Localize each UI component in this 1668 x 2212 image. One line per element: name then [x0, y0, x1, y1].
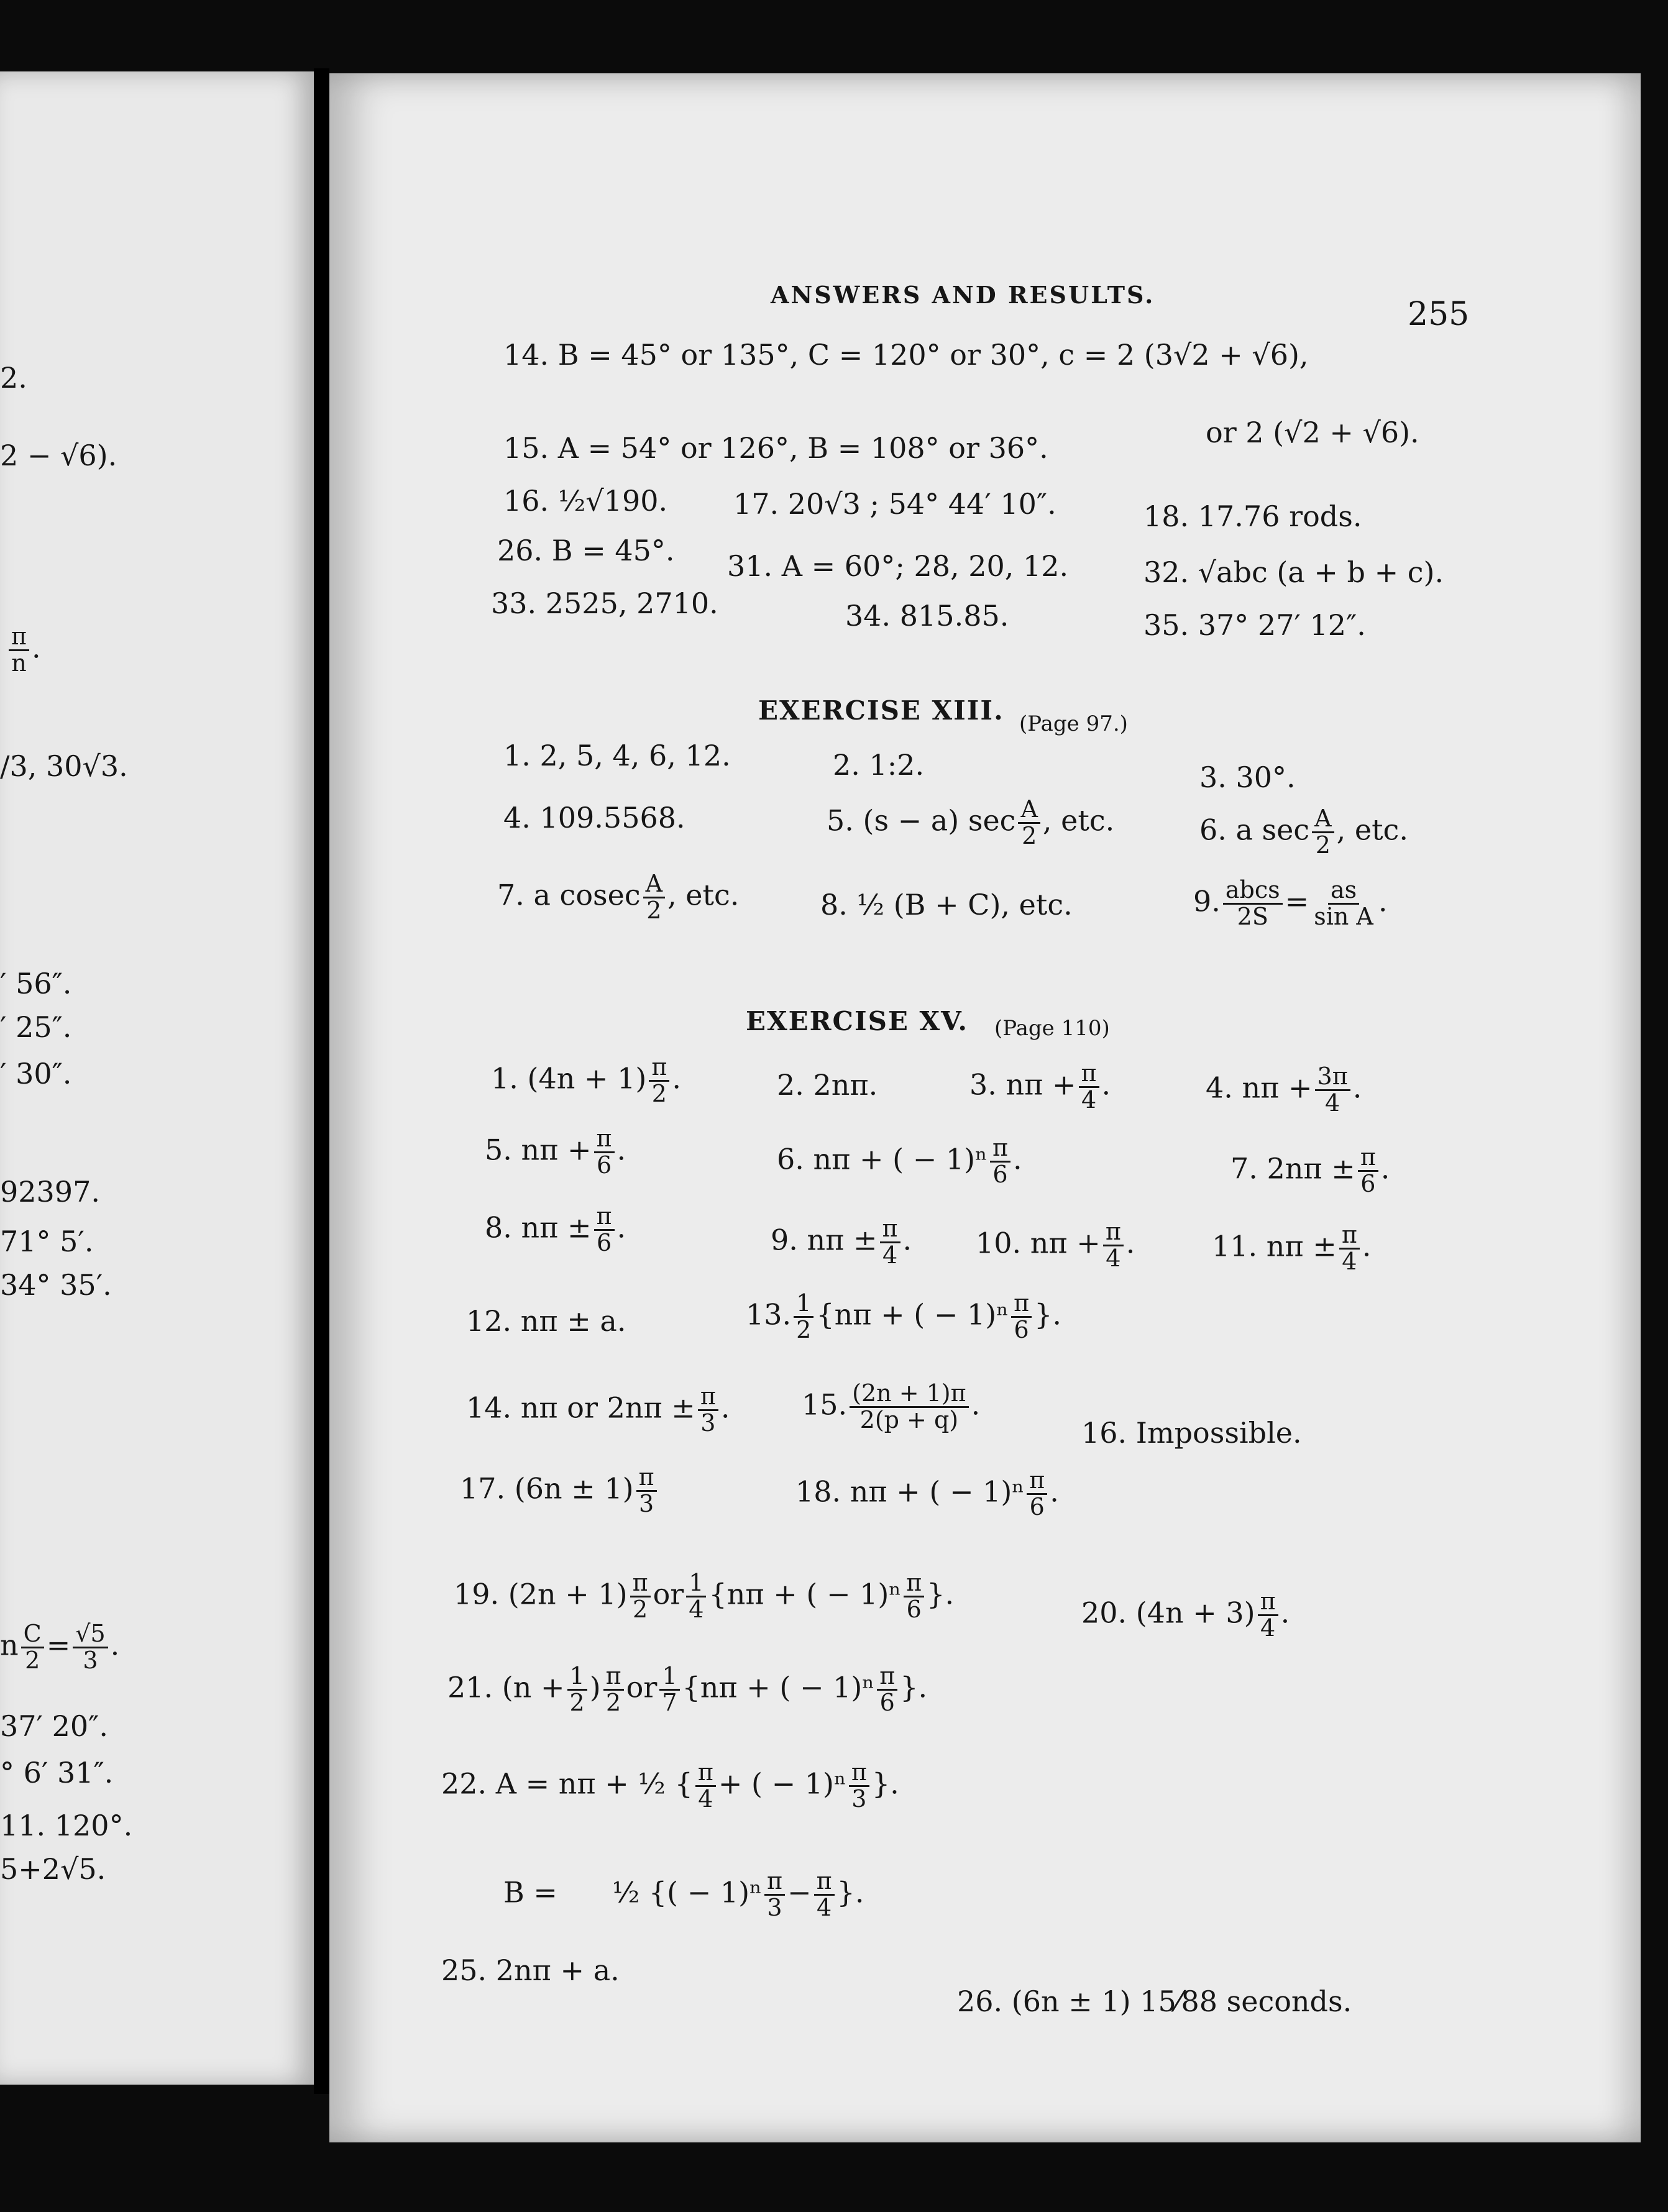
exercise-13-title: EXERCISE XIII. — [758, 695, 1004, 726]
exercise-15-title: EXERCISE XV. — [746, 1006, 969, 1036]
ex15-answer-20: 20. (4n + 3) $\frac{\pi}{4}$ . — [1081, 1588, 1290, 1642]
left-line: 11. 120°. — [0, 1809, 133, 1842]
left-line: ′ 30″. — [0, 1057, 72, 1090]
ex15-answer-1: 1. (4n + 1) $\frac{\pi}{2}$ . — [491, 1053, 681, 1107]
ex13-answer-5: 5. (s − a) sec $\frac{A}{2}$ , etc. — [827, 795, 1115, 849]
ex13-answer-4: 4. 109.5568. — [503, 801, 685, 834]
answer-26: 26. B = 45°. — [497, 534, 675, 567]
left-page — [0, 71, 314, 2085]
left-line: 71° 5′. — [0, 1225, 94, 1258]
answer-14-alt: or 2 (√2 + √6). — [1206, 416, 1419, 449]
running-header: ANSWERS AND RESULTS. — [771, 281, 1155, 309]
left-line: ° 6′ 31″. — [0, 1756, 114, 1789]
ex15-answer-6: 6. nπ + ( − 1)ⁿ $\frac{\pi}{6}$ . — [777, 1134, 1022, 1188]
ex15-answer-2: 2. 2nπ. — [777, 1068, 878, 1102]
ex13-answer-1: 1. 2, 5, 4, 6, 12. — [503, 739, 731, 772]
left-line: 37′ 20″. — [0, 1709, 108, 1743]
left-line: ′ 56″. — [0, 967, 72, 1000]
answer-35: 35. 37° 27′ 12″. — [1143, 608, 1366, 642]
ex15-answer-22: 22. A = nπ + ½ { $\frac{\pi}{4}$ + ( − 1)ⁿ $\frac{\pi}{3}$ }. — [441, 1758, 899, 1812]
binding-gutter — [314, 68, 329, 2094]
ex13-answer-9: 9. $\frac{\text{abcs}}{2S}$ = $\frac{as}{\text{sin A}}$ . — [1193, 876, 1388, 930]
left-line: /3, 30√3. — [0, 749, 128, 783]
ex15-answer-26: 26. (6n ± 1) 15⁄88 seconds. — [957, 1985, 1352, 2018]
answer-16: 16. ½√190. — [503, 484, 668, 518]
ex15-answer-19: 19. (2n + 1) $\frac{\pi}{2}$ or $\frac{1}{4}$ {nπ + ( − 1)ⁿ $\frac{\pi}{6}$ }. — [454, 1569, 955, 1623]
exercise-15-page-ref: (Page 110) — [994, 1016, 1110, 1041]
answer-31: 31. A = 60°; 28, 20, 12. — [727, 549, 1069, 583]
ex13-answer-2: 2. 1:2. — [833, 748, 925, 782]
left-line: 5+2√5. — [0, 1852, 106, 1886]
left-line: 2 − √6). — [0, 439, 117, 472]
ex15-answer-12: 12. nπ ± a. — [466, 1304, 626, 1338]
ex13-answer-7: 7. a cosec $\frac{A}{2}$ , etc. — [497, 870, 740, 924]
ex15-answer-8: 8. nπ ± $\frac{\pi}{6}$ . — [485, 1202, 626, 1256]
ex13-answer-6: 6. a sec $\frac{A}{2}$ , etc. — [1199, 805, 1408, 859]
exercise-13-page-ref: (Page 97.) — [1019, 711, 1128, 736]
ex15-answer-5: 5. nπ + $\frac{\pi}{6}$ . — [485, 1125, 626, 1179]
ex15-answer-4: 4. nπ + $\frac{3\pi}{4}$ . — [1206, 1063, 1362, 1117]
ex15-answer-9: 9. nπ ± $\frac{\pi}{4}$ . — [771, 1215, 912, 1269]
left-line: ′ 25″. — [0, 1010, 72, 1044]
ex15-answer-7: 7. 2nπ ± $\frac{\pi}{6}$ . — [1230, 1143, 1390, 1197]
answer-33: 33. 2525, 2710. — [491, 587, 718, 620]
ex15-answer-11: 11. nπ ± $\frac{\pi}{4}$ . — [1212, 1221, 1372, 1275]
left-fraction: n $\frac{C}{2}$ = $\frac{√5}{3}$ . — [0, 1620, 120, 1674]
ex15-answer-10: 10. nπ + $\frac{\pi}{4}$ . — [976, 1218, 1135, 1272]
ex13-answer-8: 8. ½ (B + C), etc. — [820, 888, 1073, 921]
answer-17: 17. 20√3 ; 54° 44′ 10″. — [733, 487, 1056, 521]
ex13-answer-3: 3. 30°. — [1199, 761, 1296, 794]
ex15-answer-17: 17. (6n ± 1) $\frac{\pi}{3}$ — [460, 1465, 659, 1517]
answer-14: 14. B = 45° or 135°, C = 120° or 30°, c = 2 (3√2 + √6), — [503, 338, 1309, 372]
ex15-answer-18: 18. nπ + ( − 1)ⁿ $\frac{\pi}{6}$ . — [795, 1466, 1059, 1520]
answer-15: 15. A = 54° or 126°, B = 108° or 36°. — [503, 431, 1048, 465]
ex15-answer-22-b: B = ½ {( − 1)ⁿ $\frac{\pi}{3}$ − $\frac{\pi}{4}$ }. — [503, 1867, 864, 1921]
left-line: 2. — [0, 361, 27, 395]
ex15-answer-21: 21. (n + $\frac{1}{2}$ ) $\frac{\pi}{2}$ or $\frac{1}{7}$ {nπ + ( − 1)ⁿ $\frac{\pi}{6}$ }. — [447, 1662, 928, 1716]
ex15-answer-13: 13. $\frac{1}{2}$ {nπ + ( − 1)ⁿ $\frac{\pi}{6}$ }. — [746, 1289, 1061, 1343]
ex15-answer-3: 3. nπ + $\frac{\pi}{4}$ . — [969, 1059, 1111, 1113]
left-fraction: $\frac{\pi}{n}$ . — [6, 624, 41, 676]
ex15-answer-14: 14. nπ or 2nπ ± $\frac{\pi}{3}$ . — [466, 1382, 730, 1437]
right-page — [329, 73, 1641, 2142]
answer-32: 32. √abc (a + b + c). — [1143, 555, 1444, 589]
answer-18: 18. 17.76 rods. — [1143, 500, 1362, 533]
left-line: 34° 35′. — [0, 1268, 112, 1302]
left-line: 92397. — [0, 1175, 100, 1209]
ex15-answer-16: 16. Impossible. — [1081, 1416, 1302, 1450]
page-number: 255 — [1408, 296, 1470, 333]
ex15-answer-25: 25. 2nπ + a. — [441, 1954, 620, 1987]
ex15-answer-15: 15. $\frac{(2n + 1)\pi}{2(p + q)}$ . — [802, 1379, 981, 1433]
answer-34: 34. 815.85. — [845, 599, 1009, 633]
